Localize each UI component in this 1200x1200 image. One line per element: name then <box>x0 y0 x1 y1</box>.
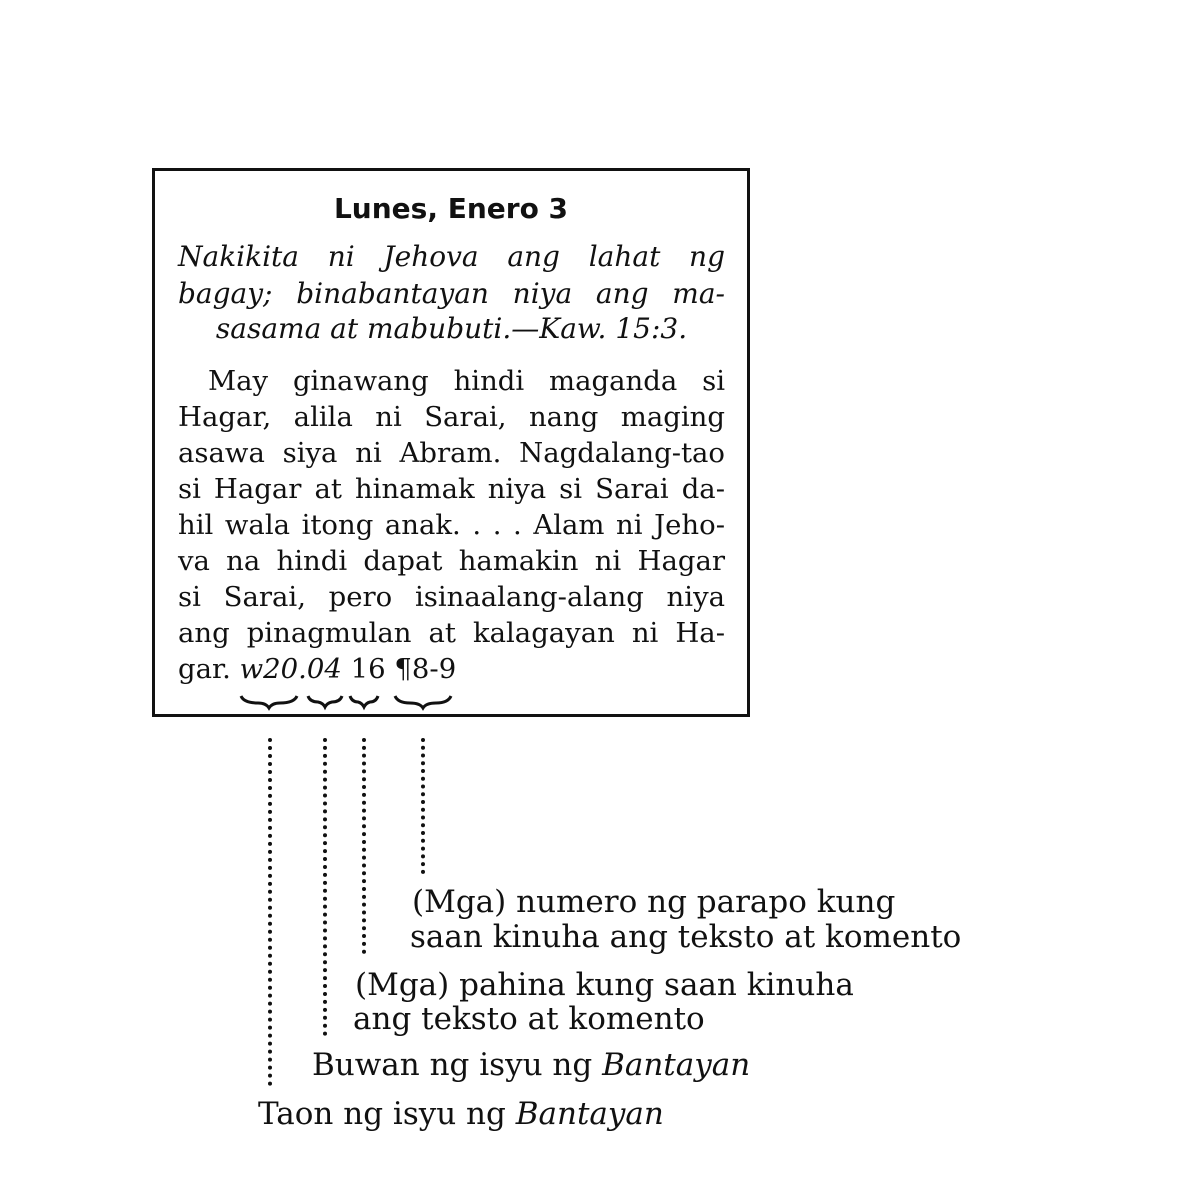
label-month <box>312 1047 750 1083</box>
text-end: gar. <box>178 653 231 685</box>
dotted-leader-month <box>323 738 331 1036</box>
dotted-leader-paragraph <box>421 738 429 874</box>
label-paragraph: saan kinuha ang teksto at komento <box>410 919 962 955</box>
label-text: Buwan ng isyu ng <box>312 1047 593 1083</box>
body-line: va na hindi dapat hamakin ni Hagar <box>178 545 725 577</box>
paragraph-numbers: ¶8-9 <box>394 653 457 685</box>
page-number: 16 <box>350 653 386 685</box>
body-line: si Sarai, pero isinaalang-alang niya <box>178 581 725 613</box>
dotted-leader-page <box>362 738 370 954</box>
body-line: hil wala itong anak. . . . Alam ni Jeho- <box>178 509 725 541</box>
body-line: Hagar, alila ni Sarai, nang maging <box>178 401 725 433</box>
brace-paragraph <box>395 696 451 708</box>
label-year <box>258 1096 664 1132</box>
brace-month <box>308 696 342 707</box>
quote-line: Nakikita ni Jehova ang lahat ng <box>178 240 725 273</box>
body-line: asawa siya ni Abram. Nagdalang-tao <box>178 437 725 469</box>
publication-name: Bantayan <box>515 1096 664 1132</box>
year-code: w20 <box>239 653 299 685</box>
body-line: May ginawang hindi maganda si <box>208 365 725 397</box>
month-code: .04 <box>298 653 342 685</box>
label-page: (Mga) pahina kung saan kinuha <box>355 967 854 1003</box>
body-line: si Hagar at hinamak niya si Sarai da- <box>178 473 725 505</box>
label-page: ang teksto at komento <box>353 1001 705 1037</box>
date-heading: Lunes, Enero 3 <box>333 192 569 225</box>
quote-line: sasama at mabubuti.—Kaw. 15:3. <box>215 312 688 345</box>
label-paragraph: (Mga) numero ng parapo kung <box>412 884 896 920</box>
label-text: Taon ng isyu ng <box>258 1096 506 1132</box>
brace-page <box>350 696 378 707</box>
dotted-leader-year <box>268 738 276 1086</box>
publication-name: Bantayan <box>602 1047 751 1083</box>
body-line: ang pinagmulan at kalagayan ni Ha- <box>178 617 725 649</box>
brace-year <box>241 696 297 708</box>
quote-line: bagay; binabantayan niya ang ma- <box>178 277 725 310</box>
